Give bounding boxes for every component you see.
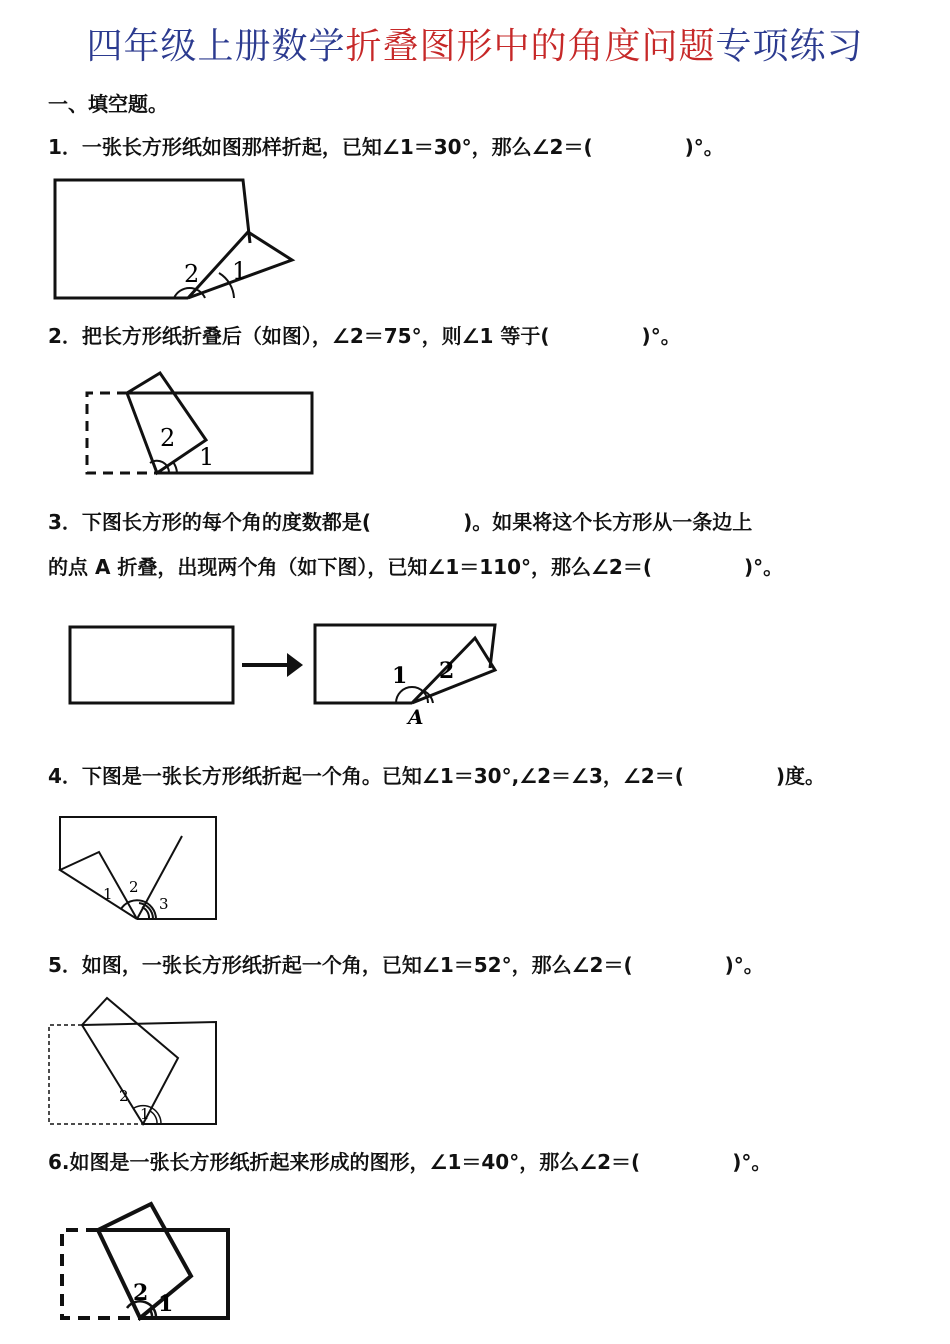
question-1 — [48, 131, 724, 160]
question-1-stem: 1．一张长方形纸如图那样折起，已知∠1＝30°，那么∠2＝( — [48, 135, 593, 159]
question-6 — [48, 1146, 771, 1175]
question-3-line-2 — [48, 551, 783, 580]
figure-4 — [55, 812, 230, 927]
fig4-label-2: 2 — [129, 878, 139, 896]
fig3-label-1: 1 — [392, 663, 408, 689]
fig4-label-1: 1 — [103, 885, 113, 903]
fig1-label-2: 2 — [184, 260, 200, 288]
question-3-line-1-stem: 3．下图长方形的每个角的度数都是( — [48, 510, 372, 534]
question-3-line-1 — [48, 506, 752, 535]
question-2-tail: )°。 — [641, 324, 681, 348]
title-part-2: 折叠图形中的角度问题 — [345, 26, 716, 67]
question-3-line-2-tail: )°。 — [743, 555, 784, 579]
section-heading: 一、填空题。 — [48, 92, 168, 116]
figure-3 — [65, 618, 505, 728]
question-5 — [48, 949, 764, 978]
question-6-tail: )°。 — [732, 1150, 772, 1174]
question-3-line-1-tail: )。如果将这个长方形从一条边上 — [463, 510, 753, 534]
fig4-label-3: 3 — [159, 895, 169, 913]
fig6-label-2: 2 — [133, 1280, 149, 1306]
fig1-label-1: 1 — [232, 257, 248, 285]
question-1-tail: )°。 — [684, 135, 724, 159]
question-2-stem: 2．把长方形纸折叠后（如图），∠2＝75°，则∠1 等于( — [48, 324, 550, 348]
fig2-label-2: 2 — [160, 424, 176, 452]
figure-5 — [45, 990, 225, 1130]
question-5-stem: 5．如图，一张长方形纸折起一个角，已知∠1＝52°，那么∠2＝( — [48, 953, 633, 977]
question-4-stem: 4．下图是一张长方形纸折起一个角。已知∠1＝30°,∠2＝∠3，∠2＝( — [48, 764, 684, 788]
figure-1 — [50, 175, 300, 305]
question-4-tail: )度。 — [775, 764, 826, 788]
figure-2 — [80, 370, 325, 485]
question-5-tail: )°。 — [724, 953, 764, 977]
title-part-3: 专项练习 — [715, 26, 864, 67]
fig3-label-2: 2 — [439, 658, 455, 684]
question-3-line-2-stem: 的点 A 折叠，出现两个角（如下图），已知∠1＝110°，那么∠2＝( — [48, 555, 652, 579]
fig5-label-1: 1 — [140, 1105, 150, 1123]
fig5-label-2: 2 — [119, 1087, 129, 1105]
figure-6 — [55, 1195, 240, 1325]
page-title — [0, 18, 950, 69]
question-4 — [48, 760, 825, 789]
fig6-label-1: 1 — [158, 1291, 174, 1317]
fig2-label-1: 1 — [199, 443, 215, 471]
question-2 — [48, 320, 681, 349]
title-part-1: 四年级上册数学 — [86, 26, 346, 67]
question-6-stem: 6.如图是一张长方形纸折起来形成的图形，∠1＝40°，那么∠2＝( — [48, 1150, 641, 1174]
fig3-point-label: A — [408, 705, 424, 729]
